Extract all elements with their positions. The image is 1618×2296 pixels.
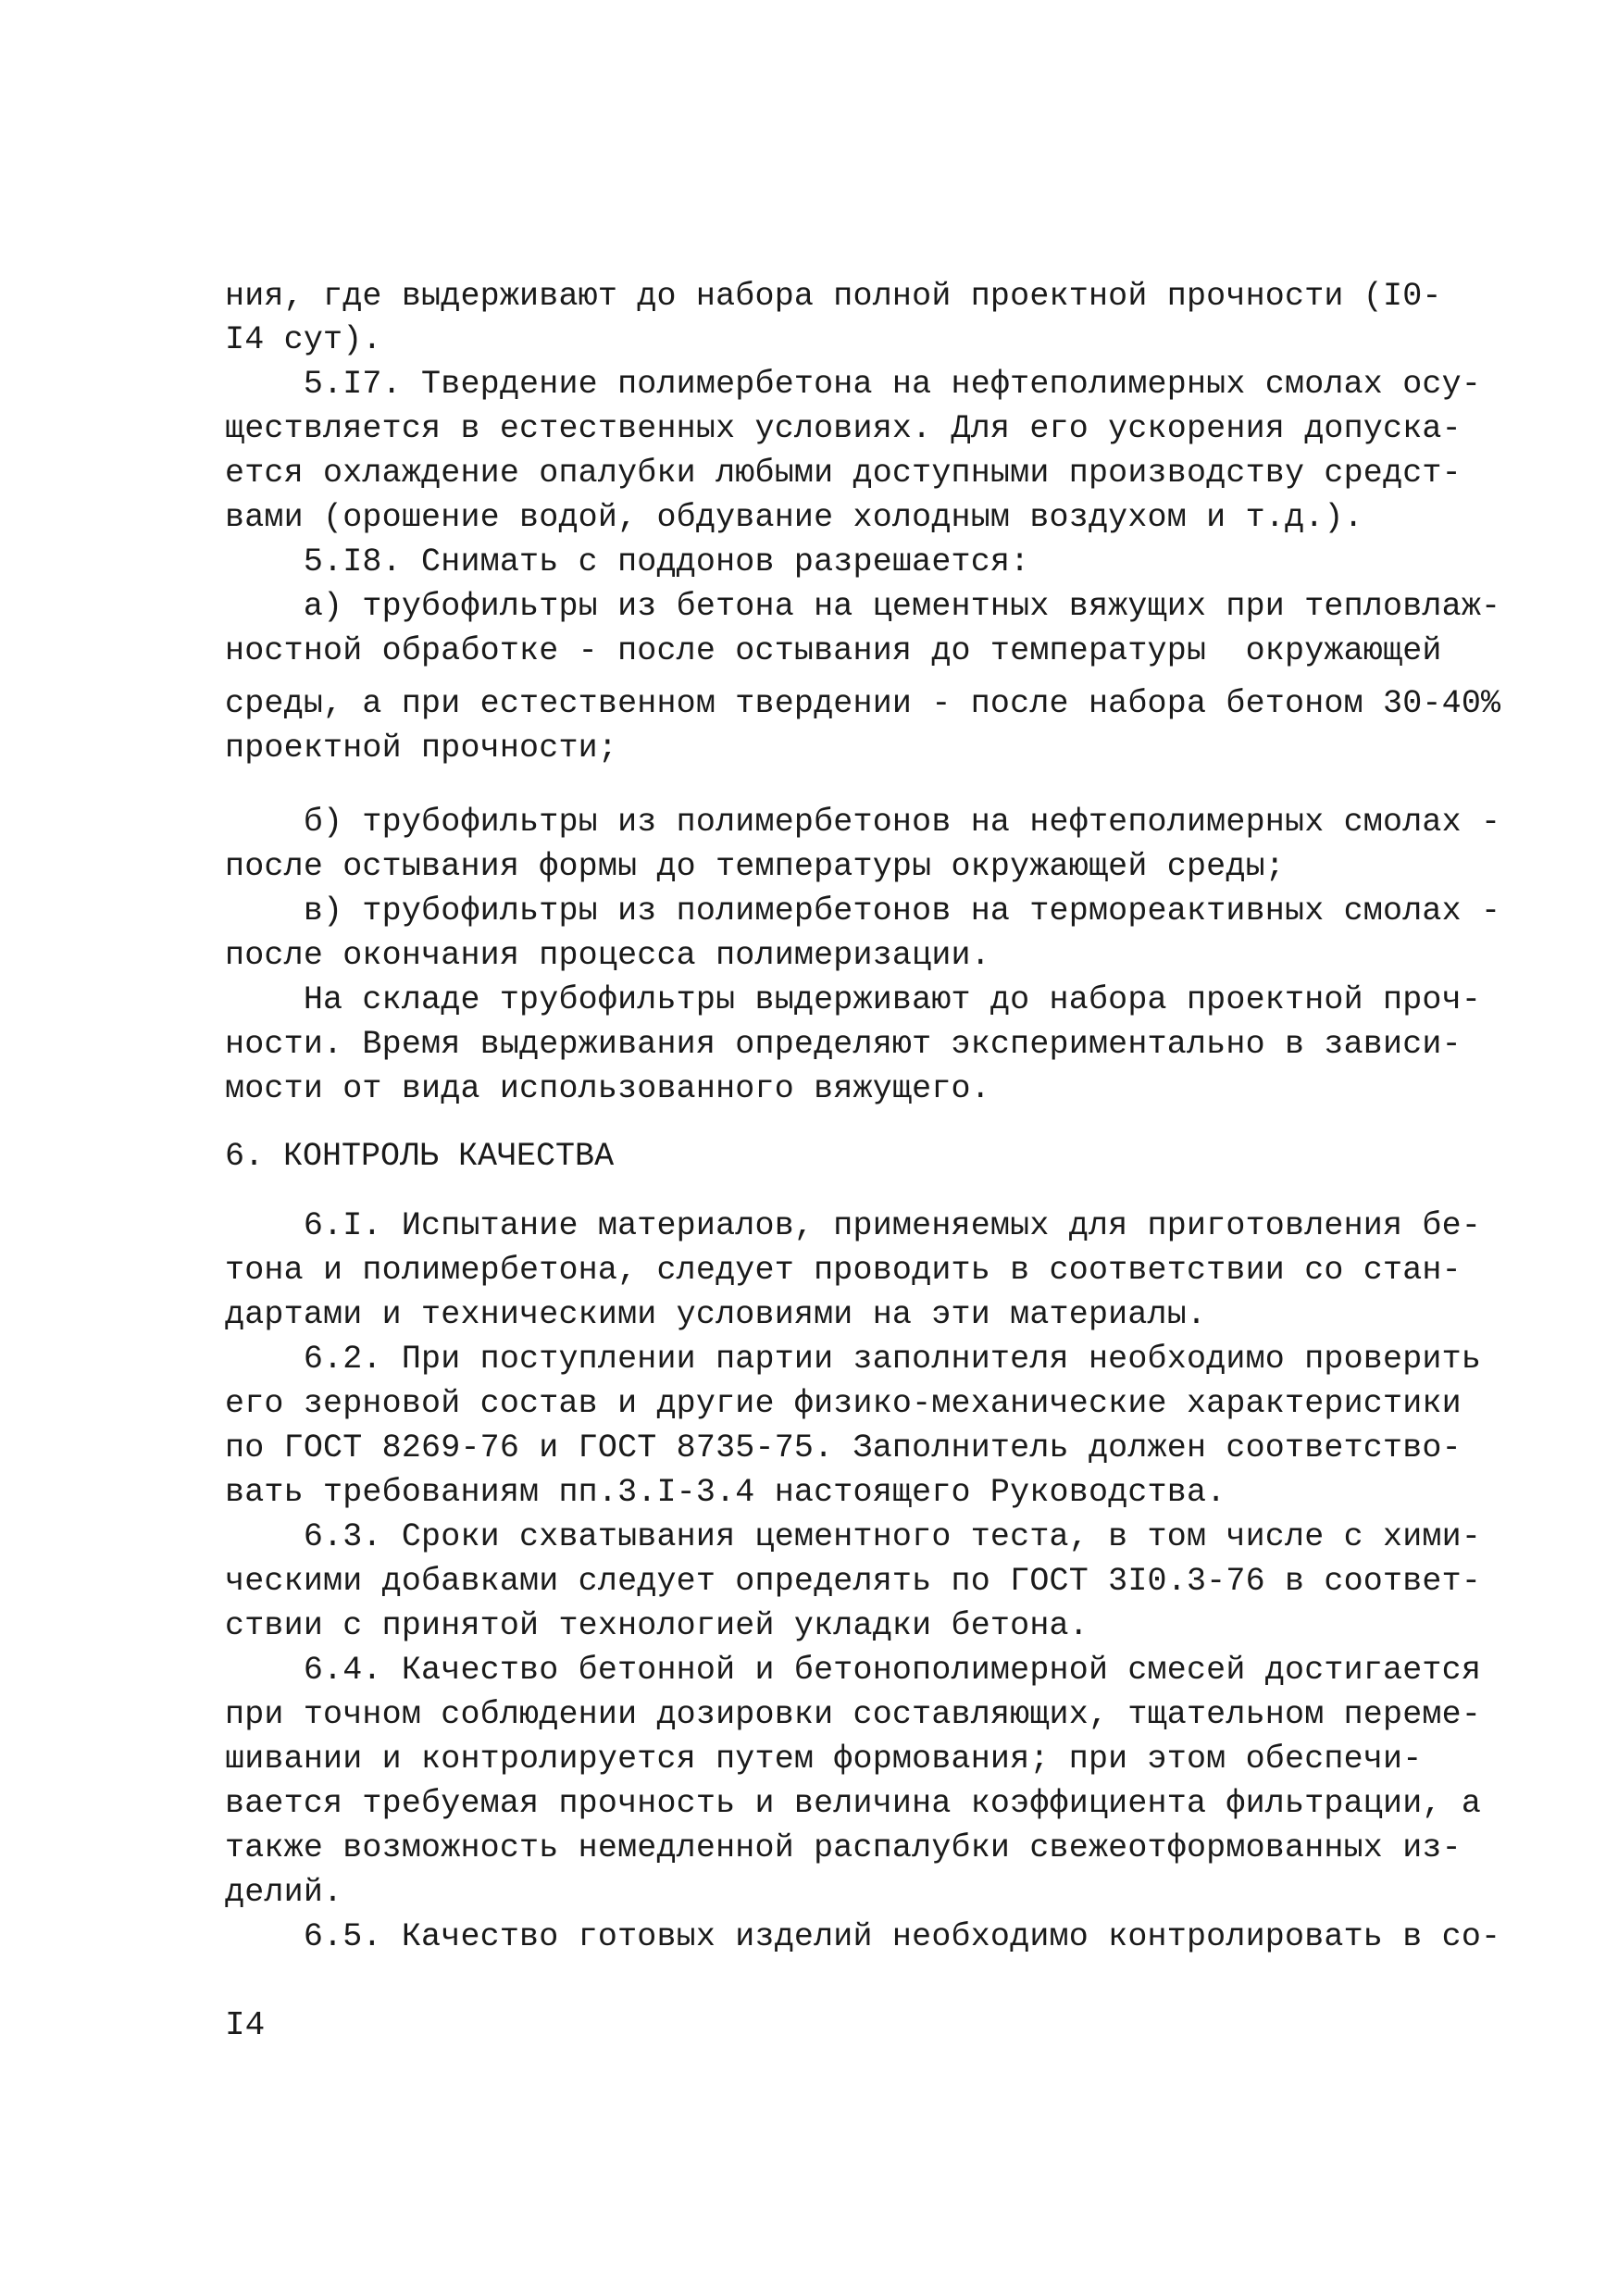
text-line: ствии с принятой технологией укладки бетона. (225, 1607, 1089, 1644)
text-line: б) трубофильтры из полимербетонов на нефтеполимерных смолах - (225, 804, 1501, 841)
text-line: мости от вида использованного вяжущего. (225, 1070, 990, 1107)
text-line: 5.I8. Снимать с поддонов разрешается: (225, 543, 1030, 580)
text-line: I4 сут). (225, 321, 382, 358)
text-line: также возможность немедленной распалубки свежеотформованных из- (225, 1829, 1462, 1866)
text-line: ности. Время выдерживания определяют экспериментально в зависи- (225, 1026, 1462, 1063)
text-line: 6.5. Качество готовых изделий необходимо контролировать в со- (225, 1918, 1501, 1955)
text-line: ется охлаждение опалубки любыми доступными производству средст- (225, 455, 1462, 492)
text-line: по ГОСТ 8269-76 и ГОСТ 8735-75. Заполнитель должен соответство- (225, 1429, 1462, 1466)
text-line: 6.4. Качество бетонной и бетонополимерной смесей достигается (225, 1652, 1482, 1689)
page-number: I4 (225, 2006, 266, 2044)
text-line: ния, где выдерживают до набора полной проектной прочности (I0- (225, 278, 1442, 315)
text-line: ществляется в естественных условиях. Для его ускорения допуска- (225, 410, 1462, 447)
text-line: а) трубофильтры из бетона на цементных вяжущих при тепловлаж- (225, 588, 1501, 625)
section-heading: 6. КОНТРОЛЬ КАЧЕСТВА (225, 1138, 615, 1175)
text-line: проектной прочности; (225, 730, 618, 767)
text-line: На складе трубофильтры выдерживают до набора проектной проч- (225, 981, 1482, 1018)
text-line: при точном соблюдении дозировки составляющих, тщательном переме- (225, 1696, 1482, 1733)
text-line: тона и полимербетона, следует проводить в соответствии со стан- (225, 1252, 1462, 1289)
text-line: 6.2. При поступлении партии заполнителя необходимо проверить (225, 1341, 1482, 1378)
text-line: после окончания процесса полимеризации. (225, 937, 990, 974)
text-line: дартами и техническими условиями на эти материалы. (225, 1296, 1207, 1333)
text-line: 6.I. Испытание материалов, применяемых для приготовления бе- (225, 1207, 1482, 1244)
text-line: вами (орошение водой, обдувание холодным воздухом и т.д.). (225, 499, 1363, 536)
text-line: ностной обработке - после остывания до температуры окружающей (225, 632, 1442, 669)
text-line: после остывания формы до температуры окружающей среды; (225, 848, 1285, 885)
text-line: 5.I7. Твердение полимербетона на нефтеполимерных смолах осу- (225, 366, 1482, 403)
text-line: его зерновой состав и другие физико-механические характеристики (225, 1385, 1462, 1422)
text-line: вать требованиям пп.3.I-3.4 настоящего Руководства. (225, 1474, 1226, 1511)
text-line: среды, а при естественном твердении - после набора бетоном 30-40% (225, 685, 1501, 722)
text-line: в) трубофильтры из полимербетонов на термореактивных смолах - (225, 892, 1501, 930)
text-line: делий. (225, 1874, 343, 1911)
text-line: вается требуемая прочность и величина коэффициента фильтрации, а (225, 1785, 1482, 1822)
text-line: шивании и контролируется путем формования; при этом обеспечи- (225, 1741, 1423, 1778)
text-line: ческими добавками следует определять по ГОСТ 3I0.3-76 в соответ- (225, 1563, 1482, 1600)
text-line: 6.3. Сроки схватывания цементного теста, в том числе с хими- (225, 1518, 1482, 1555)
